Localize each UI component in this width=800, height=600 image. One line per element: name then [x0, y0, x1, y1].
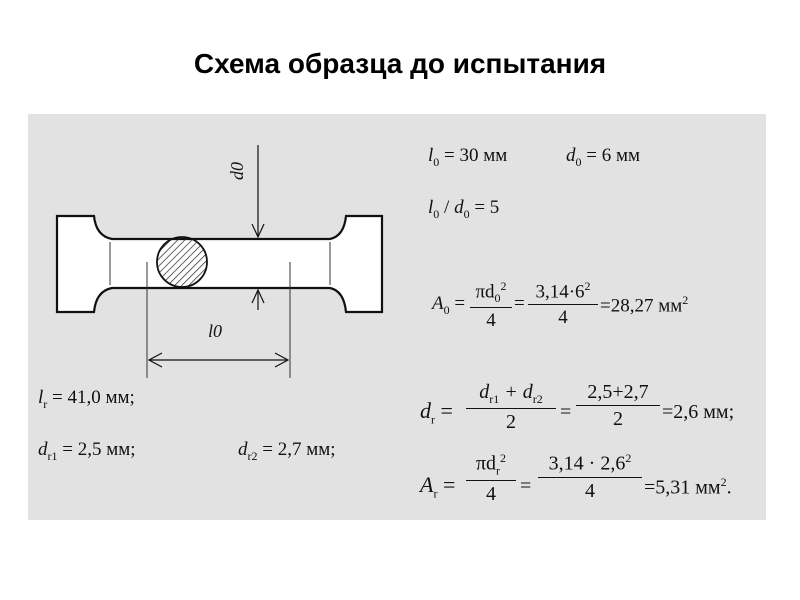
ar-eq: =	[520, 475, 532, 497]
a0-num2	[528, 280, 598, 304]
dr1-sub: r1	[47, 448, 58, 463]
specimen-outline	[57, 216, 382, 312]
dr-sub: r	[431, 412, 435, 427]
ar-num1-sub: r	[496, 463, 501, 478]
a0-num2-sup: 2	[584, 279, 591, 293]
result-lr	[38, 388, 135, 410]
dr-num2: 2,5+2,7	[587, 381, 649, 403]
ar-num1-text: πd	[475, 452, 497, 475]
dr2-symbol: d	[238, 439, 248, 460]
a0-den2: 4	[558, 307, 568, 329]
ratio-l-symbol: l	[428, 197, 434, 218]
dr-symbol: d	[420, 398, 431, 423]
ar-num2-sup: 2	[625, 451, 632, 465]
dr-lhs: $d_r$ =	[420, 398, 453, 427]
a0-den1: 4	[486, 310, 496, 332]
l0-label-text: l0	[208, 321, 223, 341]
a0-num1-sup: 2	[500, 279, 507, 293]
dr-result	[662, 402, 734, 422]
dr-num1-sub1: r1	[489, 392, 500, 406]
a0-sub: 0	[443, 302, 450, 317]
a0-result-sup: 2	[682, 293, 689, 307]
dr-den2: 2	[613, 408, 623, 430]
cross-section-circle	[157, 237, 207, 287]
dr-num1-sub2: r2	[532, 392, 543, 406]
ar-result	[644, 476, 732, 498]
d0-symbol: d	[566, 145, 576, 166]
ar-num1	[466, 452, 516, 480]
ar-num2-text: 3,14 · 2,6	[548, 452, 626, 475]
ar-num1-sup: 2	[500, 451, 507, 465]
ar-result-sup: 2	[720, 475, 727, 489]
ar-lhs: $A_r$ =	[420, 472, 456, 501]
page-title: Схема образца до испытания	[193, 48, 607, 79]
dr1-symbol: d	[38, 439, 48, 460]
dr-num1-mid: + d	[499, 381, 533, 403]
given-ratio: $l_0 / d_0 = 5$	[428, 197, 500, 221]
ar-num2	[538, 452, 642, 477]
a0-lhs: $A_0$ =	[432, 293, 466, 317]
l0-sub: 0	[433, 154, 440, 169]
ar-fraction-2	[538, 452, 642, 501]
dr-num1-d: d	[479, 381, 490, 403]
a0-num1-sub: 0	[494, 291, 501, 306]
l0-label	[208, 322, 222, 340]
result-dr2	[238, 440, 336, 462]
a0-result	[600, 294, 688, 315]
ar-den1: 4	[486, 482, 496, 505]
dr2-value: = 2,7 мм;	[257, 439, 336, 460]
dr-eq: =	[560, 401, 572, 423]
d0-label-text: d0	[227, 162, 247, 180]
dr-den1: 2	[506, 411, 516, 433]
given-l0	[428, 146, 507, 168]
lr-symbol: l	[38, 387, 44, 408]
ratio-d-symbol: d	[454, 197, 464, 218]
a0-eq: =	[514, 293, 525, 314]
d0-value: = 6 мм	[581, 145, 641, 166]
a0-symbol: A	[432, 293, 444, 314]
l0-symbol: l	[428, 145, 434, 166]
ratio-l-sub: 0	[433, 206, 440, 221]
dr-result-text: =2,6 мм;	[662, 401, 735, 423]
ratio-value: = 5	[469, 197, 500, 218]
lr-sub: r	[43, 396, 48, 411]
a0-result-text: =28,27 мм	[600, 295, 683, 317]
d0-label	[228, 162, 246, 180]
a0-num1-text: πd	[475, 281, 495, 303]
dr-fraction-2	[576, 382, 660, 429]
a0-fraction-2	[528, 280, 598, 327]
l0-value: = 30 мм	[439, 145, 508, 166]
given-d0	[566, 146, 640, 168]
dr-num1	[466, 382, 556, 408]
dr2-sub: r2	[247, 448, 258, 463]
result-dr1	[38, 440, 136, 462]
ar-fraction-1	[466, 452, 516, 504]
ar-symbol: A	[420, 472, 434, 497]
lr-value: = 41,0 мм;	[47, 387, 135, 408]
ratio-d-sub: 0	[463, 206, 470, 221]
dr-fraction-1	[466, 382, 556, 432]
a0-num2-text: 3,14·6	[535, 281, 585, 303]
dr1-value: = 2,5 мм;	[57, 439, 136, 460]
a0-num1	[470, 280, 512, 307]
ar-den2: 4	[585, 479, 595, 502]
ar-result-text: =5,31 мм	[644, 476, 721, 499]
a0-fraction-1	[470, 280, 512, 330]
ar-sub: r	[433, 486, 438, 501]
d0-sub: 0	[575, 154, 582, 169]
ar-result-end: .	[726, 476, 732, 499]
